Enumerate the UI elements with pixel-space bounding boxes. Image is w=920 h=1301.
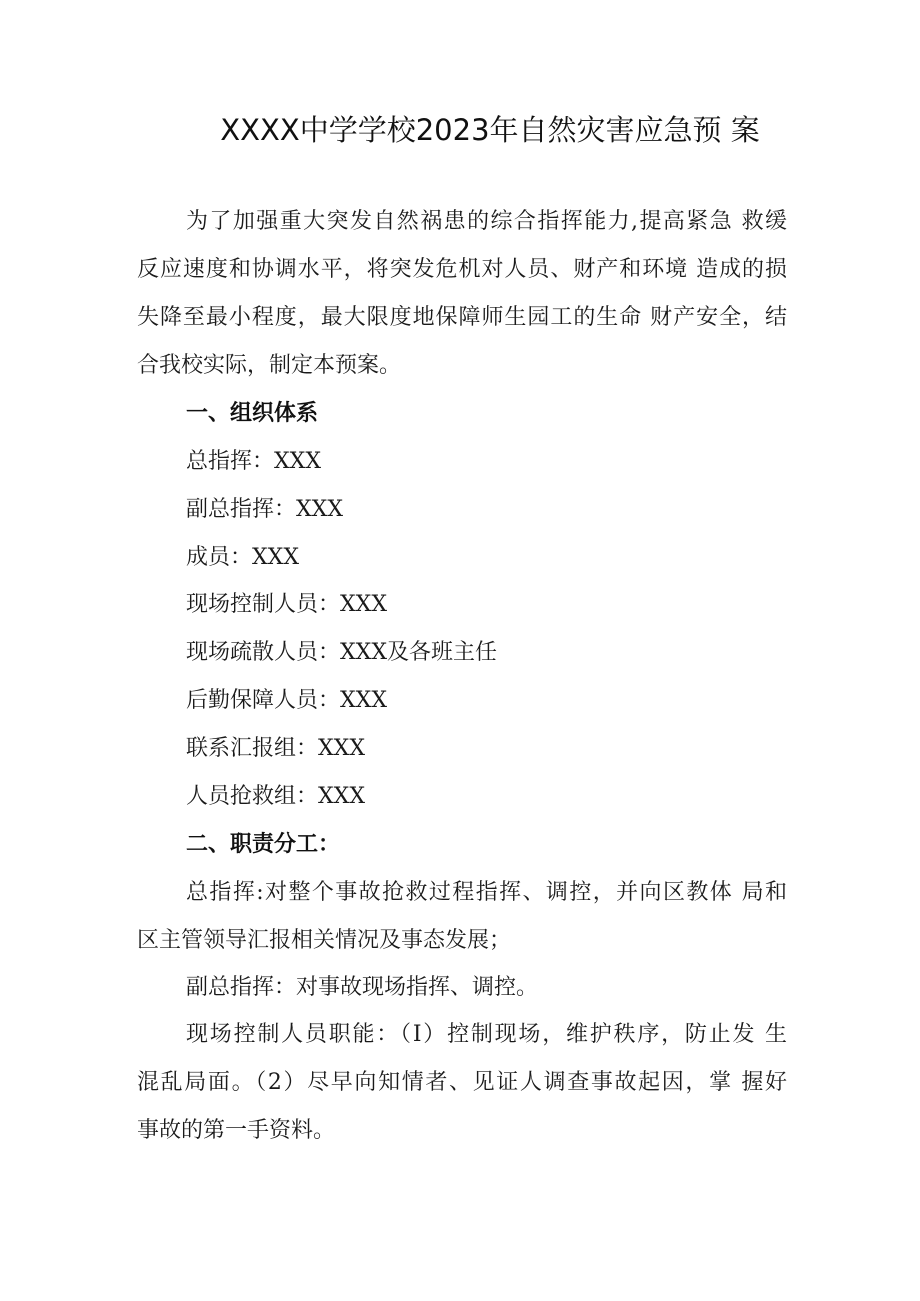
org-item-members: 成员：XXX (186, 545, 299, 570)
duty-site-control-line-1: 现场控制人员职能：（I）控制现场，维护秩序，防止发 生 (186, 1022, 787, 1047)
org-item-deputy-commander: 副总指挥：XXX (186, 497, 343, 522)
org-item-site-control: 现场控制人员：XXX (186, 592, 387, 617)
org-item-logistics: 后勤保障人员：XXX (186, 688, 387, 713)
org-item-evacuation: 现场疏散人员：XXX及各班主任 (186, 640, 497, 665)
org-item-commander: 总指挥：XXX (186, 449, 321, 474)
org-item-rescue: 人员抢救组：XXX (186, 784, 365, 809)
duty-site-control-line-3: 事故的第一手资料。 (137, 1118, 336, 1143)
org-item-liaison: 联系汇报组：XXX (186, 736, 365, 761)
intro-line-1: 为了加强重大突发自然祸患的综合指挥能力,提高紧急 救缓 (186, 209, 787, 234)
duty-site-control-line-2: 混乱局面。（2）尽早向知情者、见证人调查事故起因，掌 握好 (137, 1070, 787, 1095)
document-title: XXXX中学学校2023年自然灾害应急预 案 (220, 113, 760, 147)
intro-line-4: 合我校实际，制定本预案。 (137, 353, 402, 378)
intro-line-2: 反应速度和协调水平，将突发危机对人员、财产和环境 造成的损 (137, 257, 787, 282)
duty-commander-line-2: 区主管领导汇报相关情况及事态发展； (137, 928, 512, 953)
intro-line-3: 失降至最小程度，最大限度地保障师生园工的生命 财产安全，结 (137, 305, 787, 330)
section-heading-organization: 一、组织体系 (186, 401, 319, 426)
duty-commander-line-1: 总指挥:对整个事故抢救过程指挥、调控，并向区教体 局和 (186, 880, 787, 905)
section-heading-duties: 二、职责分工： (186, 832, 341, 857)
duty-deputy-line-1: 副总指挥：对事故现场指挥、调控。 (186, 975, 539, 1000)
